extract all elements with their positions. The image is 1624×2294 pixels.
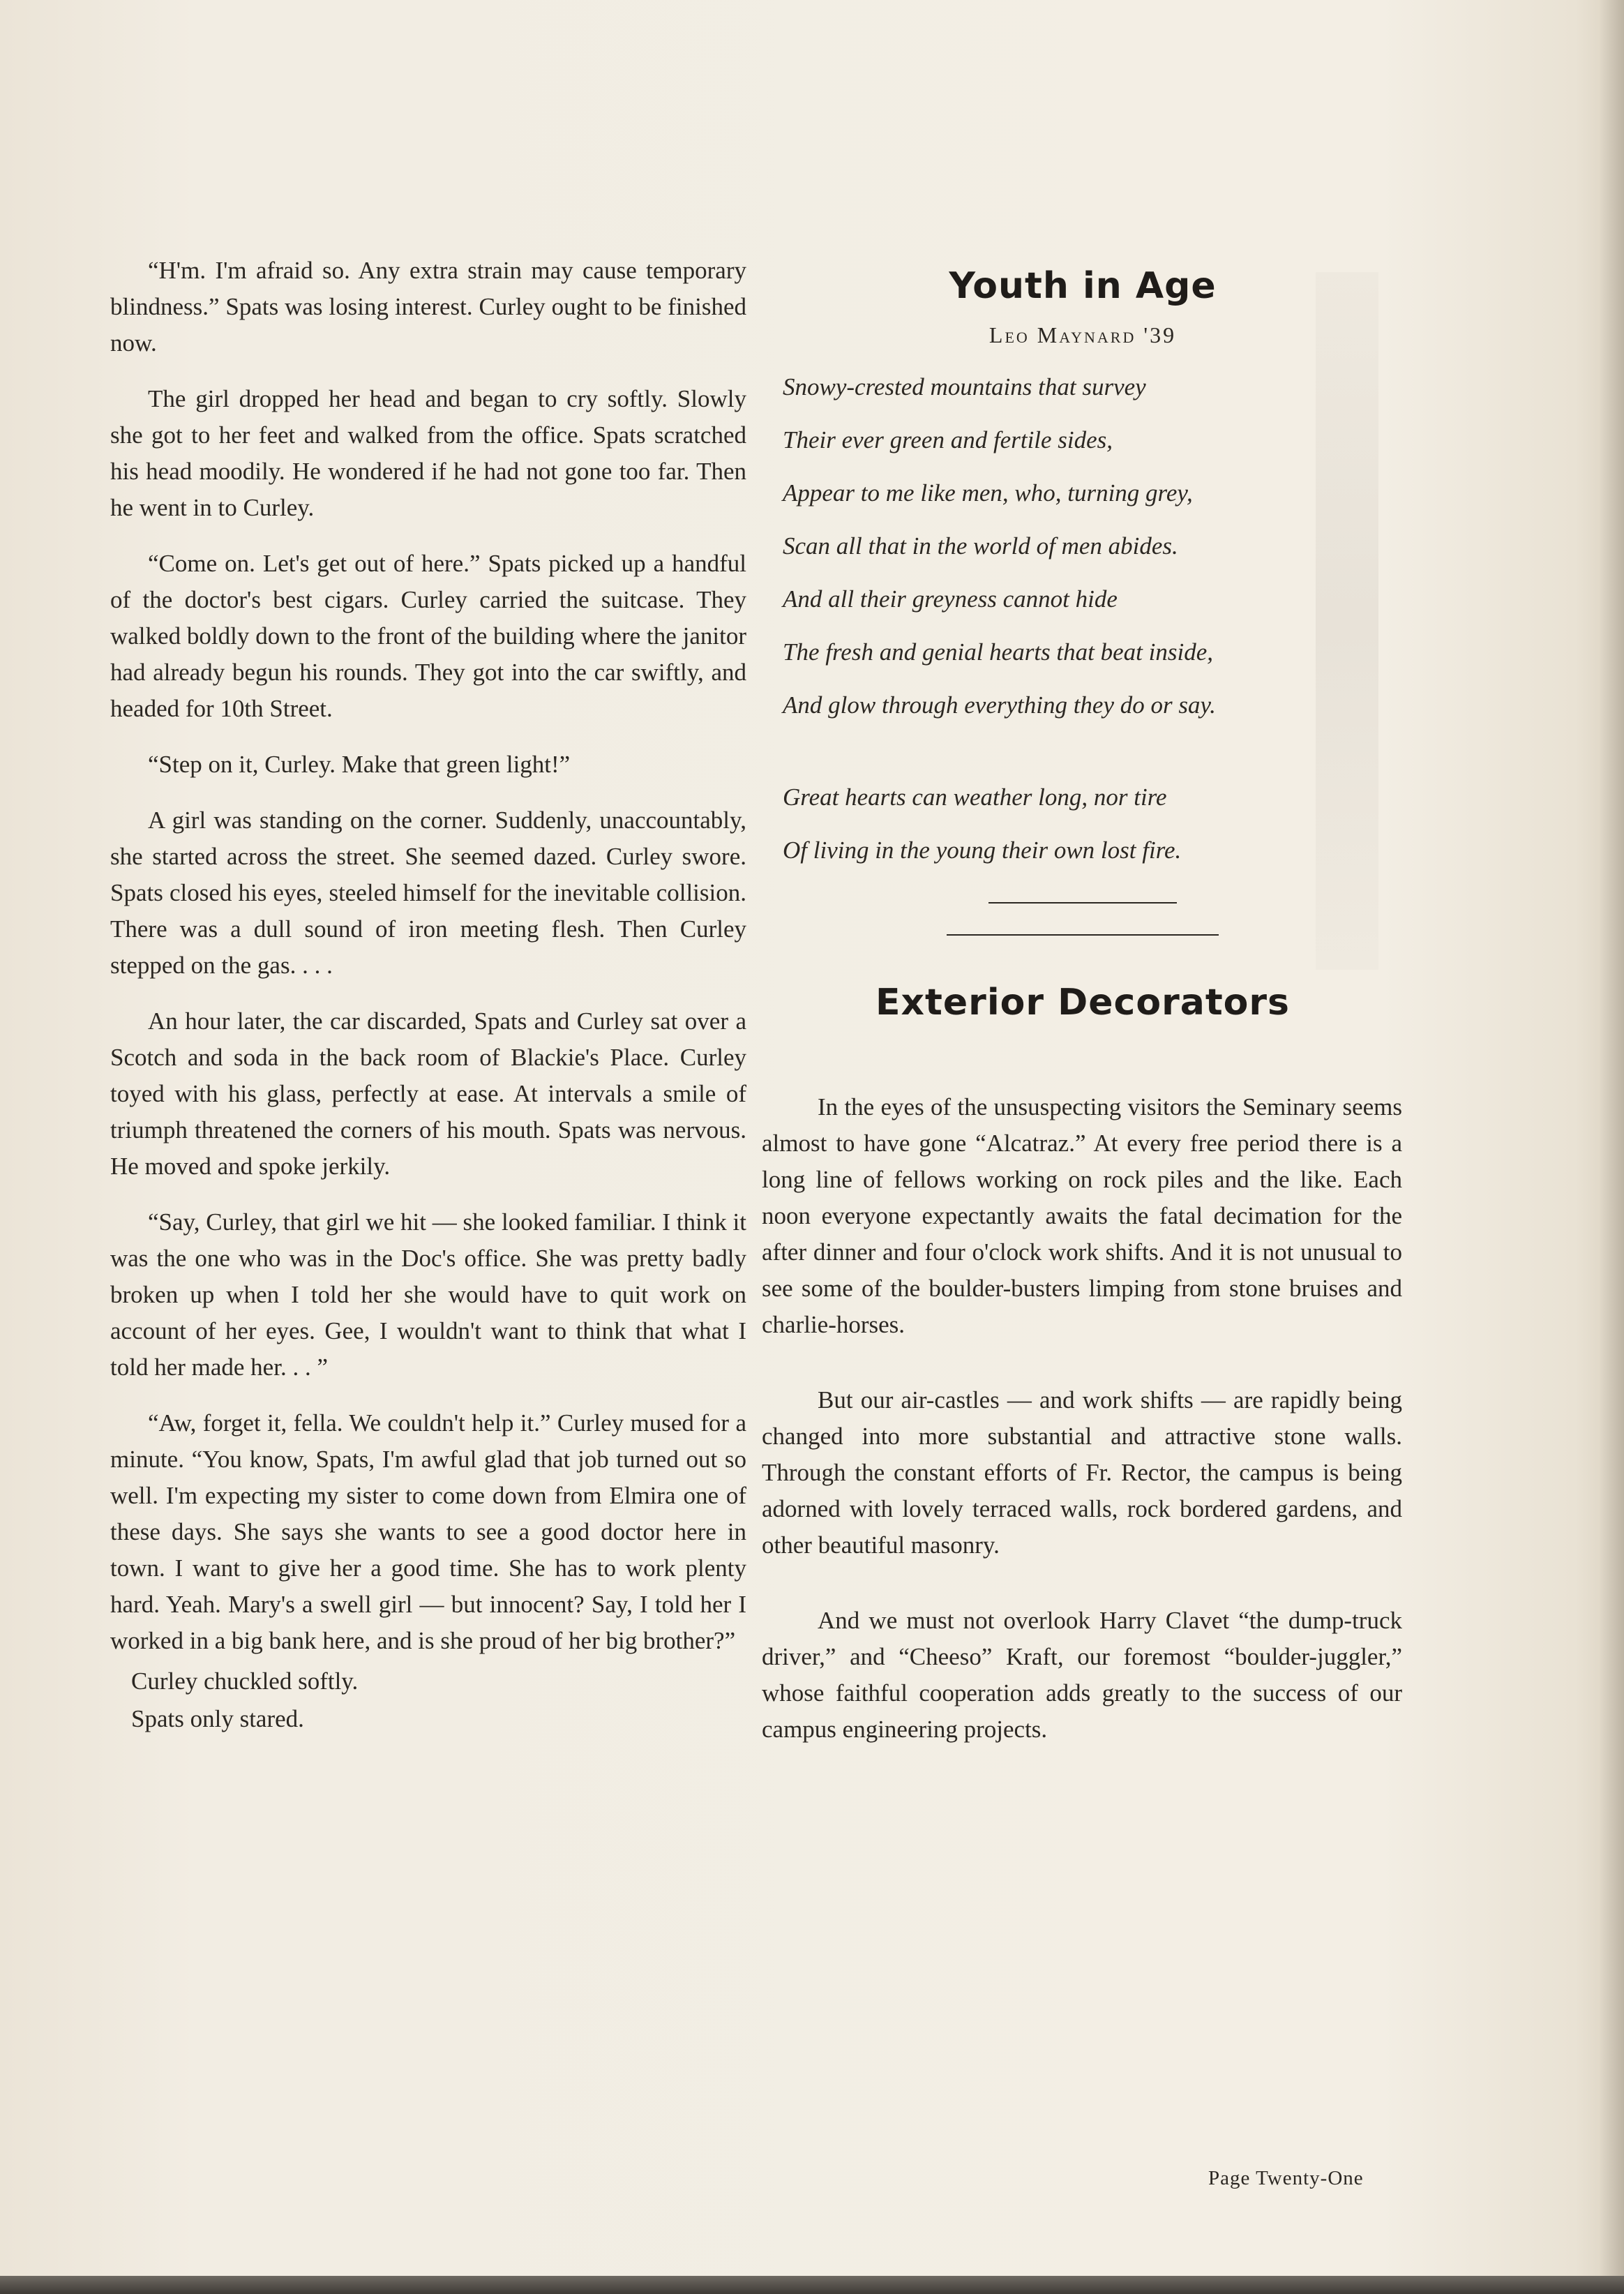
section-divider xyxy=(947,934,1219,936)
right-column xyxy=(762,265,1404,1787)
story-paragraph: An hour later, the car discarded, Spats and Curley sat over a Scotch and soda in the back room of Blackie's Place. Curley toyed with his glass, perfectly at ease. At intervals a smile of triumph threatened the corners of his mouth. Spats was nervous. He moved and spoke jerkily. xyxy=(110,1007,746,1180)
article-paragraph: But our air-castles — and work shifts — are rapidly being changed into more substantial and attractive stone walls. Through the constant efforts of Fr. Rector, the campus is being adorned with lovely terraced walls, rock bordered gardens, and other beautiful masonry. xyxy=(762,1386,1402,1559)
story-paragraph: “Say, Curley, that girl we hit — she looked familiar. I think it was the one who was in the Doc's office. She was pretty badly broken up when I told her she would have to quit work on account of her eyes. Gee, I wouldn't want to think that what I told her made her. . . ” xyxy=(110,1208,746,1381)
poem-line: Scan all that in the world of men abides. xyxy=(783,532,1178,560)
page-number: Page Twenty-One xyxy=(1208,2167,1364,2189)
poem-line: Their ever green and fertile sides, xyxy=(783,426,1113,453)
section-divider xyxy=(988,902,1177,904)
poem-line: And glow through everything they do or say. xyxy=(783,691,1216,719)
poem-line: Appear to me like men, who, turning grey, xyxy=(783,479,1193,507)
poem-line: And all their greyness cannot hide xyxy=(783,585,1118,613)
story-paragraph: Spats only stared. xyxy=(131,1705,304,1732)
article-paragraph: And we must not overlook Harry Clavet “the dump-truck driver,” and “Cheeso” Kraft, our foremost “boulder-juggler,” whose faithful cooperation adds greatly to the success of our campus engineering projects. xyxy=(762,1607,1402,1743)
article-body xyxy=(762,1089,1404,1748)
story-paragraph: “H'm. I'm afraid so. Any extra strain may cause temporary blindness.” Spats was losing interest. Curley ought to be finished now. xyxy=(110,257,746,357)
poem-title: Youth in Age xyxy=(949,265,1217,307)
poem-line: Snowy-crested mountains that survey xyxy=(783,373,1146,400)
poem-line: Great hearts can weather long, nor tire xyxy=(783,784,1167,811)
story-paragraph: “Come on. Let's get out of here.” Spats picked up a handful of the doctor's best cigars. Curley carried the suitcase. They walked boldly down to the front of the building where the janitor had already begun his rounds. They got into the car swiftly, and headed for 10th Street. xyxy=(110,550,746,722)
story-column xyxy=(110,253,746,1739)
stanza-break xyxy=(783,732,1404,771)
binding-shadow xyxy=(1599,0,1624,2294)
poem-body xyxy=(762,361,1404,877)
story-paragraph: The girl dropped her head and began to cry softly. Slowly she got to her feet and walked from the office. Spats scratched his head moodily. He wondered if he had not gone too far. Then he went in to Curley. xyxy=(110,385,746,521)
story-paragraph: A girl was standing on the corner. Suddenly, unaccountably, she started across the street. She seemed dazed. Curley swore. Spats closed his eyes, steeled himself for the inevitable collision. There was a dull sound of iron meeting flesh. Then Curley stepped on the gas. . . . xyxy=(110,807,746,979)
poem-author: Leo Maynard '39 xyxy=(988,322,1177,347)
poem-line: The fresh and genial hearts that beat inside, xyxy=(783,638,1213,666)
article-paragraph: In the eyes of the unsuspecting visitors the Seminary seems almost to have gone “Alcatraz.” At every free period there is a long line of fellows working on rock piles and the like. Each noon everyone expectantly awaits the fatal decimation for the after dinner and four o'clock work shifts. And it is not unusual to see some of the boulder-busters limping from stone bruises and charlie-horses. xyxy=(762,1093,1402,1338)
page-bottom-edge xyxy=(0,2276,1624,2294)
story-paragraph: “Step on it, Curley. Make that green light!” xyxy=(148,751,571,778)
story-paragraph: “Aw, forget it, fella. We couldn't help it.” Curley mused for a minute. “You know, Spats, I'm awful glad that job turned out so well. I'm expecting my sister to come down from Elmira one of these days. She says she wants to see a good doctor here in town. I want to give her a good time. She has to work plenty hard. Yeah. Mary's a swell girl — but innocent? Say, I told her I worked in a big bank here, and is she proud of her big brother?” xyxy=(110,1409,746,1654)
article-title: Exterior Decorators xyxy=(875,982,1291,1024)
story-paragraph: Curley chuckled softly. xyxy=(131,1667,359,1695)
poem-line: Of living in the young their own lost fire. xyxy=(783,837,1182,864)
